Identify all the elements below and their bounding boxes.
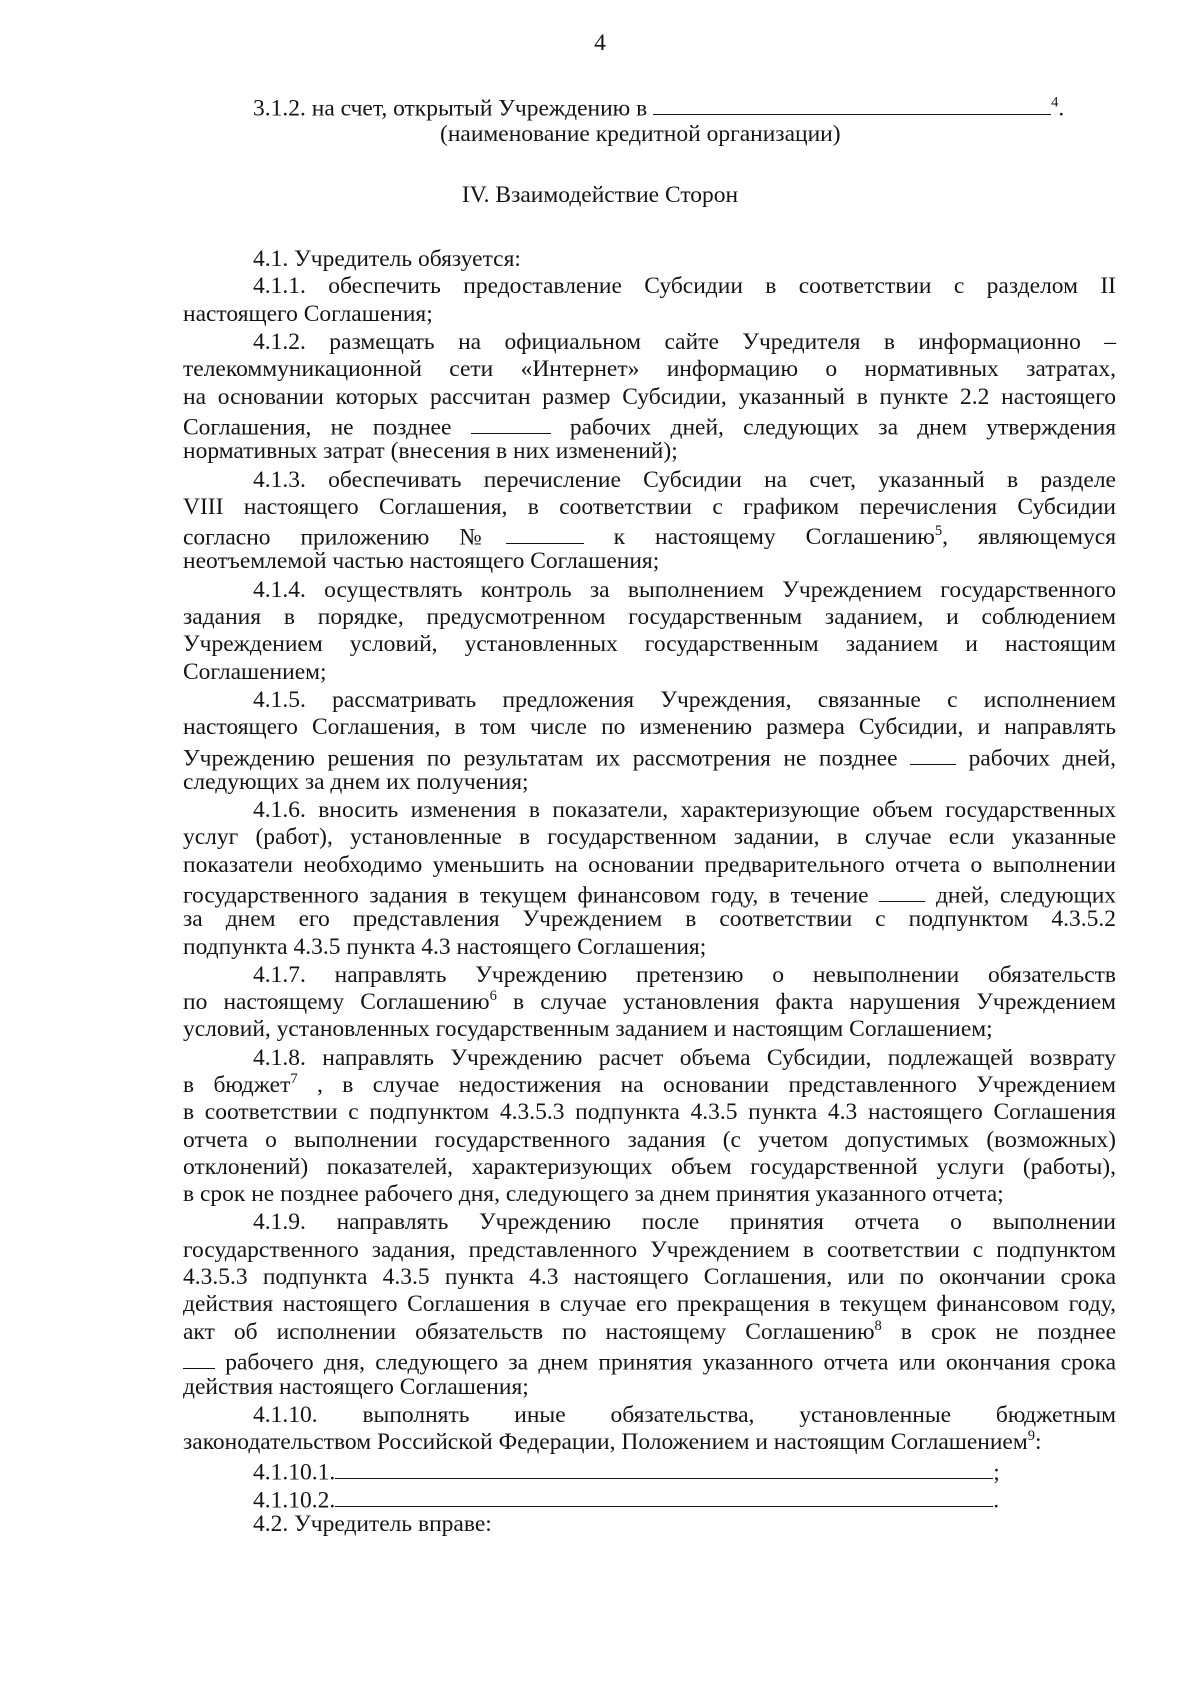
clause-4-1-8-line-2 (183, 1072, 1116, 1100)
clause-4-1-4-line-4: Соглашением; (183, 659, 327, 685)
clause-4-1-7-line-2a-text: по настоящему Соглашению (183, 989, 490, 1015)
clause-4-1-9-line-5a (183, 1319, 882, 1345)
appendix-number-blank (506, 521, 584, 544)
section-title: IV. Взаимодействие Сторон (461, 182, 739, 208)
clause-4-1-7-line-2b: в случае установления факта нарушения Учреждением (513, 989, 1117, 1015)
footnote-ref-6: 6 (489, 987, 497, 1004)
page-number: 4 (594, 30, 606, 56)
clause-4-1-10-2-label: 4.1.10.2. (253, 1487, 336, 1514)
bank-name-blank (653, 92, 1051, 115)
clause-3-1-2-text: 3.1.2. на счет, открытый Учреждению в (253, 95, 648, 122)
clause-4-1-3-line-1: 4.1.3. обеспечивать перечисление Субсидии на счет, указанный в разделе (253, 467, 1116, 493)
clause-4-1-9-line-6-text: рабочего дня, следующего за днем принятия указанного отчета или окончания срока (225, 1349, 1116, 1376)
footnote-ref-8: 8 (874, 1317, 882, 1334)
clause-4-1-4-line-2: задания в порядке, предусмотренном государственным заданием, и соблюдением (183, 604, 1116, 630)
clause-4-1-8-line-5: отклонений) показателей, характеризующих объем государственной услуги (работы), (183, 1154, 1116, 1180)
clause-4-1-3-line-3a: согласно приложению № (183, 524, 506, 551)
clause-4-1-10-1 (253, 1456, 1000, 1487)
clause-4-1-2-line-5: нормативных затрат (внесения в них изменений); (183, 438, 678, 464)
footnote-ref-7: 7 (290, 1070, 298, 1087)
clause-4-1-10-2-blank (335, 1484, 993, 1507)
clause-4-1-2-line-1: 4.1.2. размещать на официальном сайте Учредителя в информационно – (253, 329, 1116, 355)
clause-4-1-7-line-2 (183, 989, 1116, 1017)
clause-4-1-10-1-label: 4.1.10.1. (253, 1459, 336, 1486)
clause-4-1-9-line-1: 4.1.9. направлять Учреждению после принятия отчета о выполнении (253, 1209, 1116, 1235)
clause-4-1-8-line-2b: , в случае недостижения на основании представленного Учреждением (317, 1072, 1117, 1098)
clause-4-1-5-line-3b: рабочих дней, (968, 745, 1116, 772)
clause-4-1-10-2-end: . (993, 1487, 1000, 1514)
clause-4-1-8-line-6: в срок не позднее рабочего дня, следующего за днем принятия указанного отчета; (183, 1181, 1004, 1207)
clause-4-1-10-line-2-text: законодательством Российской Федерации, Положением и настоящим Соглашением (183, 1429, 1028, 1455)
clause-4-1-1-line-2: настоящего Соглашения; (183, 301, 433, 327)
clause-4-1-9-line-4: действия настоящего Соглашения в случае его прекращения в текущем финансовом году, (183, 1291, 1116, 1317)
clause-4-1-5-line-3a: Учреждению решения по результатам их рассмотрения не позднее (183, 745, 898, 772)
clause-4-1-10-line-2-end: : (1035, 1429, 1042, 1455)
clause-4-1-3-line-2: VIII настоящего Соглашения, в соответствии с графиком перечисления Субсидии (183, 494, 1116, 520)
clause-4-1-3-line-3b-text: к настоящему Соглашению (613, 524, 935, 551)
review-days-blank (910, 742, 956, 765)
clause-4-1-6-line-3: показатели необходимо уменьшить на основании предварительного отчета о выполнении (183, 852, 1116, 878)
clause-4-1-2-line-2: телекоммуникационной сети «Интернет» информацию о нормативных затратах, (183, 356, 1116, 382)
clause-4-1-2-line-4b: рабочих дней, следующих за днем утверждения (569, 414, 1117, 441)
clause-4-2: 4.2. Учредитель вправе: (253, 1511, 492, 1537)
clause-4-1-9-line-3: 4.3.5.3 подпункта 4.3.5 пункта 4.3 настоящего Соглашения, или по окончании срока (183, 1264, 1116, 1290)
clause-4-1-8-line-4: отчета о выполнении государственного задания (с учетом допустимых (возможных) (183, 1127, 1116, 1153)
clause-4-1-4-line-3: Учреждением условий, установленных государственным заданием и настоящим (183, 631, 1116, 657)
clause-4-1-2-line-3: на основании которых рассчитан размер Субсидии, указанный в пункте 2.2 настоящего (183, 384, 1116, 410)
clause-4-1-4-line-1: 4.1.4. осуществлять контроль за выполнением Учреждением государственного (253, 577, 1116, 603)
clause-4-1-5-line-4: следующих за днем их получения; (183, 769, 529, 795)
clause-4-1-6-line-6: подпункта 4.3.5 пункта 4.3 настоящего Соглашения; (183, 934, 707, 960)
clause-4-1-5-line-1: 4.1.5. рассматривать предложения Учреждения, связанные с исполнением (253, 687, 1116, 713)
clause-4-1-9-line-6 (183, 1346, 1116, 1377)
clause-4-1: 4.1. Учредитель обязуется: (253, 246, 521, 272)
clause-4-1-9-line-5 (183, 1319, 1116, 1347)
clause-4-1-1-line-1: 4.1.1. обеспечить предоставление Субсидии в соответствии с разделом II (253, 273, 1116, 299)
clause-4-1-7-line-2a (183, 989, 497, 1015)
footnote-ref-9: 9 (1027, 1427, 1036, 1444)
clause-4-1-6-line-5: за днем его представления Учреждением в соответствии с подпунктом 4.3.5.2 (183, 906, 1116, 932)
footnote-ref-5: 5 (934, 523, 943, 540)
clause-4-1-9-line-5a-text: акт об исполнении обязательств по настоящему Соглашению (183, 1319, 875, 1345)
clause-4-1-10-1-end: ; (993, 1459, 1000, 1486)
clause-4-1-3-line-3b (614, 524, 1116, 550)
clause-4-1-6-line-1: 4.1.6. вносить изменения в показатели, характеризующие объем государственных (253, 797, 1116, 823)
footnote-ref-4: 4 (1051, 94, 1059, 111)
act-days-blank (183, 1346, 215, 1369)
change-days-blank (879, 879, 925, 902)
clause-4-1-3-line-4: неотъемлемой частью настоящего Соглашения; (183, 548, 660, 574)
clause-3-1-2 (253, 92, 1064, 123)
clause-4-1-8-line-2a-text: в бюджет (183, 1072, 291, 1098)
clause-4-1-3-line-3c: , являющемуся (942, 524, 1116, 551)
clause-4-1-6-line-4a: государственного задания в текущем финансовом году, в течение (183, 882, 869, 909)
clause-4-1-6-line-4b: дней, следующих (935, 882, 1117, 909)
clause-4-1-6-line-2: услуг (работ), установленные в государственном задании, в случае если указанные (183, 824, 1116, 850)
bank-name-caption: (наименование кредитной организации) (440, 121, 841, 147)
clause-4-1-5-line-2: настоящего Соглашения, в том числе по изменению размера Субсидии, и направлять (183, 714, 1116, 740)
clause-4-1-8-line-2a (183, 1072, 298, 1098)
clause-4-1-10-line-1: 4.1.10. выполнять иные обязательства, установленные бюджетным (253, 1402, 1116, 1428)
clause-4-1-9-line-7: действия настоящего Соглашения; (183, 1374, 529, 1400)
clause-3-1-2-end: . (1058, 95, 1065, 122)
clause-4-1-9-line-5b: в срок не позднее (900, 1319, 1116, 1345)
clause-4-1-7-line-3: условий, установленных государственным заданием и настоящим Соглашением; (183, 1016, 993, 1042)
clause-4-1-8-line-1: 4.1.8. направлять Учреждению расчет объема Субсидии, подлежащей возврату (253, 1045, 1116, 1071)
clause-4-1-2-line-4a: Соглашения, не позднее (183, 414, 452, 441)
clause-4-1-10-1-blank (335, 1456, 993, 1479)
clause-4-1-7-line-1: 4.1.7. направлять Учреждению претензию о невыполнении обязательств (253, 962, 1116, 988)
clause-4-1-8-line-3: в соответствии с подпунктом 4.3.5.3 подпункта 4.3.5 пункта 4.3 настоящего Соглашения (183, 1099, 1116, 1125)
clause-4-1-9-line-2: государственного задания, представленного Учреждением в соответствии с подпунктом (183, 1237, 1116, 1263)
days-blank (471, 411, 551, 434)
clause-4-1-10-line-2 (183, 1429, 1042, 1457)
